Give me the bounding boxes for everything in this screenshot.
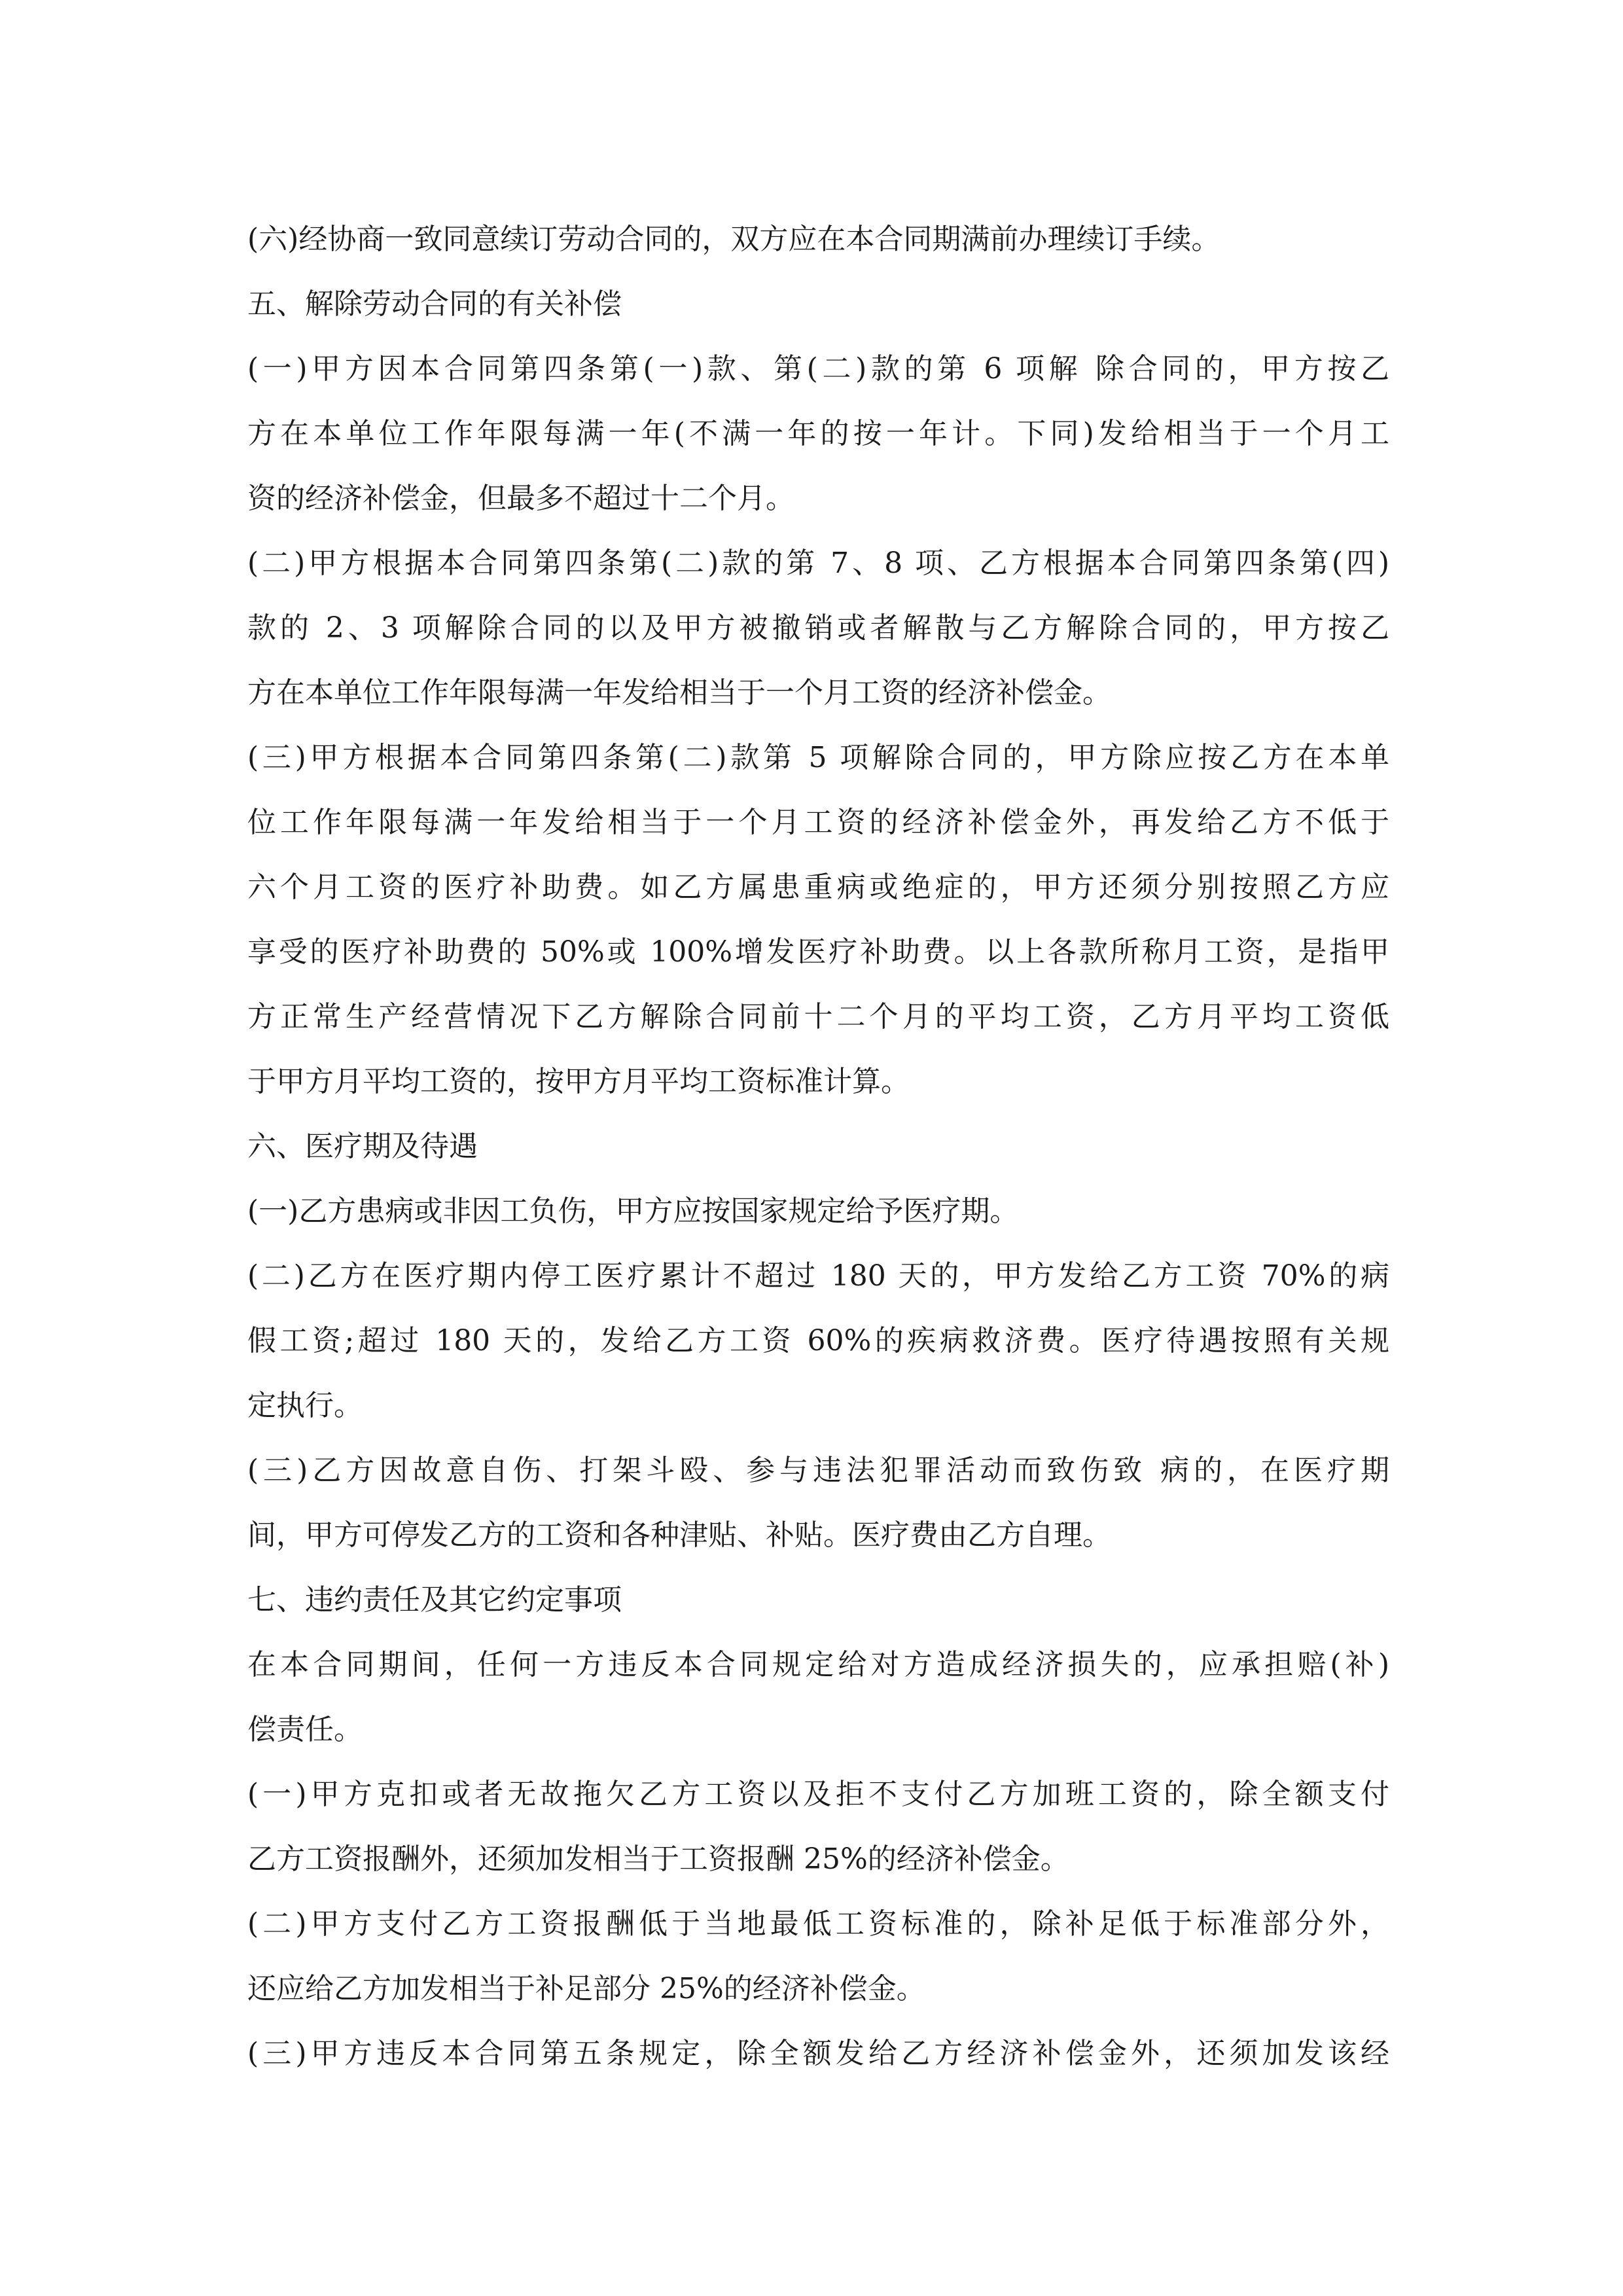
text-line: (三)乙方因故意自伤、打架斗殴、参与违法犯罪活动而致伤致 病的，在医疗期 [247,1454,1389,1487]
text-line: 在本合同期间，任何一方违反本合同规定给对方造成经济损失的，应承担赔(补) [247,1648,1389,1681]
text-line: 资的经济补偿金，但最多不超过十二个月。 [247,482,794,515]
text-line: (二)乙方在医疗期内停工医疗累计不超过 180 天的，甲方发给乙方工资 70%的病 [247,1259,1389,1293]
text-line: (六)经协商一致同意续订劳动合同的，双方应在本合同期满前办理续订手续。 [247,223,1221,256]
text-line: (二)甲方支付乙方工资报酬低于当地最低工资标准的，除补足低于标准部分外， [247,1907,1389,1941]
document-body [247,207,1389,2086]
text-line: 位工作年限每满一年发给相当于一个月工资的经济补偿金外，再发给乙方不低于 [247,806,1389,839]
text-line: 偿责任。 [247,1713,363,1746]
text-line: 款的 2、3 项解除合同的以及甲方被撤销或者解散与乙方解除合同的，甲方按乙 [247,611,1389,645]
text-line: (一)甲方克扣或者无故拖欠乙方工资以及拒不支付乙方加班工资的，除全额支付 [247,1778,1389,1811]
text-line: 乙方工资报酬外，还须加发相当于工资报酬 25%的经济补偿金。 [247,1842,1069,1876]
text-line: (一)乙方患病或非因工负伤，甲方应按国家规定给予医疗期。 [247,1194,1019,1228]
text-line: 方在本单位工作年限每满一年(不满一年的按一年计。下同)发给相当于一个月工 [247,417,1389,450]
text-line: 定执行。 [247,1389,363,1422]
text-line: 七、违约责任及其它约定事项 [247,1583,622,1617]
text-line: (三)甲方违反本合同第五条规定，除全额发给乙方经济补偿金外，还须加发该经 [247,2037,1389,2070]
text-line: 于甲方月平均工资的，按甲方月平均工资标准计算。 [247,1065,910,1098]
text-line: 五、解除劳动合同的有关补偿 [247,287,622,321]
text-line: 六个月工资的医疗补助费。如乙方属患重病或绝症的，甲方还须分别按照乙方应 [247,870,1389,904]
text-line: 方正常生产经营情况下乙方解除合同前十二个月的平均工资，乙方月平均工资低 [247,1000,1389,1033]
text-line: 间，甲方可停发乙方的工资和各种津贴、补贴。医疗费由乙方自理。 [247,1518,1111,1552]
text-line: 六、医疗期及待遇 [247,1130,478,1163]
text-line: (三)甲方根据本合同第四条第(二)款第 5 项解除合同的，甲方除应按乙方在本单 [247,741,1389,774]
text-line: 享受的医疗补助费的 50%或 100%增发医疗补助费。以上各款所称月工资，是指甲 [247,935,1389,969]
text-line: 假工资;超过 180 天的，发给乙方工资 60%的疾病救济费。医疗待遇按照有关规 [247,1324,1389,1357]
text-line: (二)甲方根据本合同第四条第(二)款的第 7、8 项、乙方根据本合同第四条第(四) [247,547,1389,580]
text-line: 方在本单位工作年限每满一年发给相当于一个月工资的经济补偿金。 [247,676,1111,709]
text-line: 还应给乙方加发相当于补足部分 25%的经济补偿金。 [247,1972,925,2005]
text-line: (一)甲方因本合同第四条第(一)款、第(二)款的第 6 项解 除合同的，甲方按乙 [247,352,1389,386]
